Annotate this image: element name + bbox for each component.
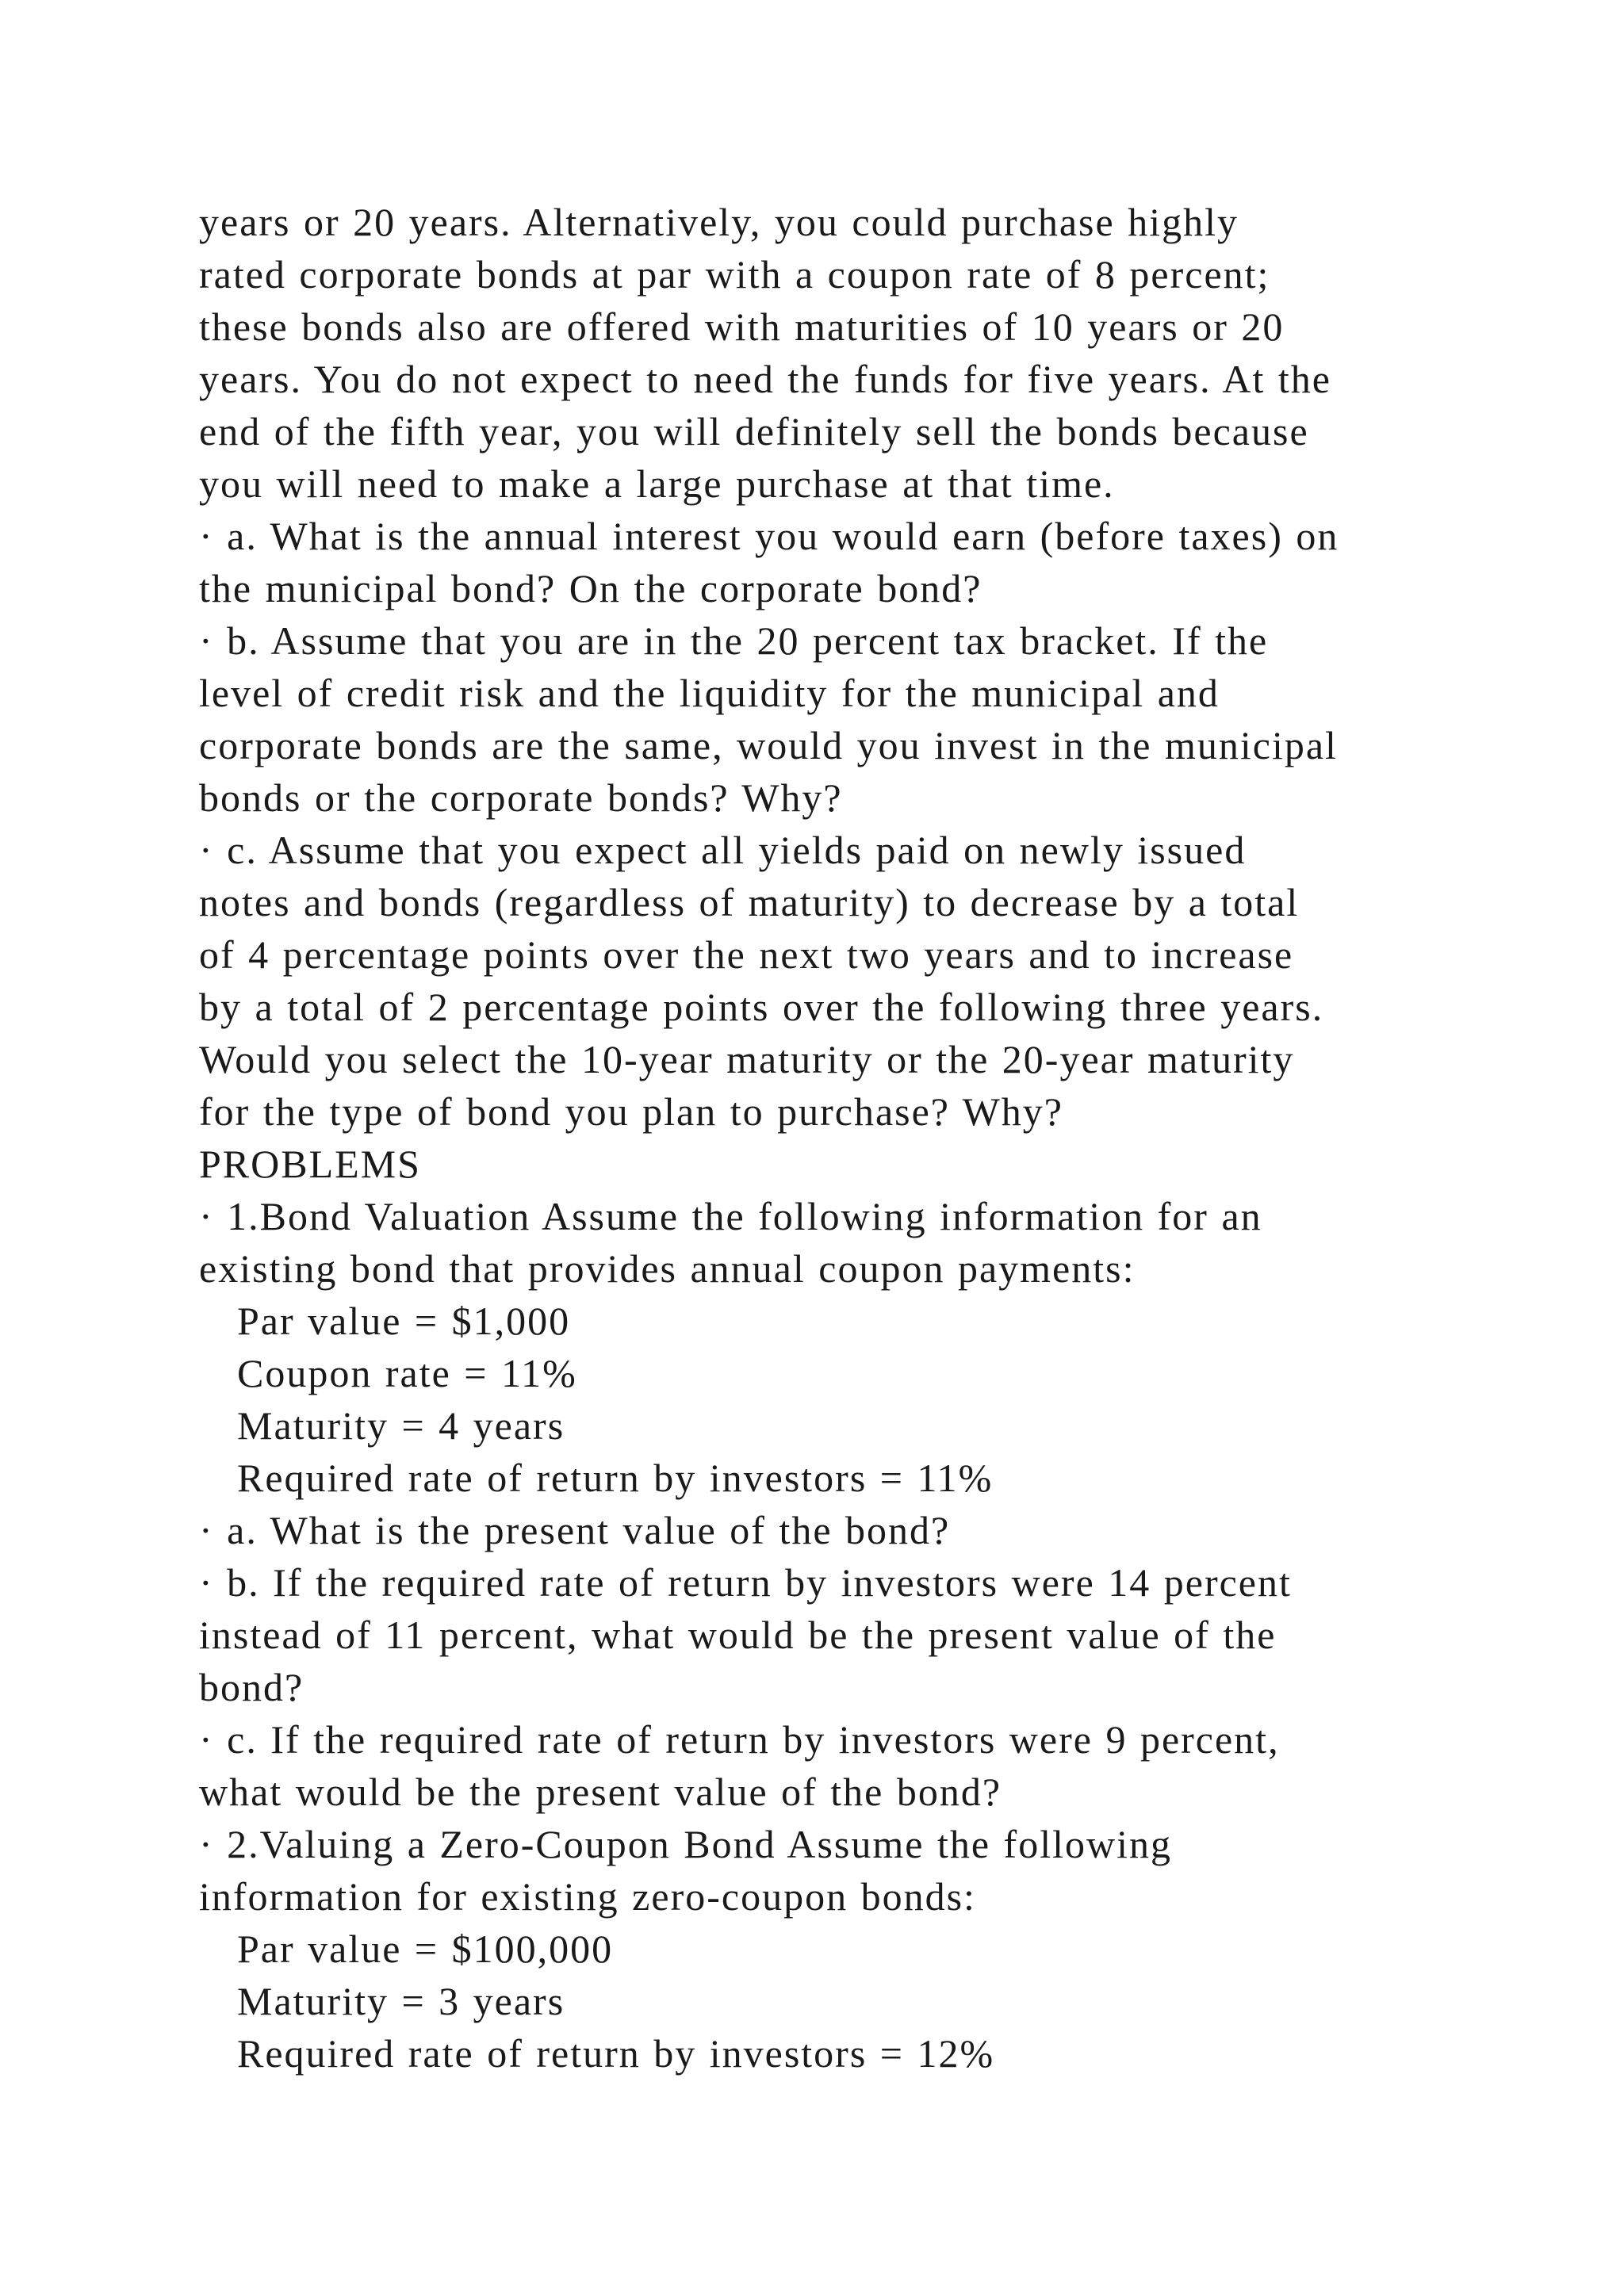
text-line: end of the fifth year, you will definitely sell the bonds because	[199, 409, 1309, 453]
text-line: what would be the present value of the bond?	[199, 1770, 1002, 1814]
text-line: Maturity = 4 years	[237, 1403, 565, 1448]
text-line: · a. What is the present value of the bond?	[199, 1508, 951, 1552]
text-line: rated corporate bonds at par with a coupon rate of 8 percent;	[199, 252, 1270, 297]
text-line: · 1.Bond Valuation Assume the following information for an	[199, 1194, 1262, 1238]
text-line: years. You do not expect to need the funds for five years. At the	[199, 357, 1331, 401]
text-line: instead of 11 percent, what would be the present value of the	[199, 1613, 1277, 1657]
text-line: the municipal bond? On the corporate bond?	[199, 566, 982, 610]
text-line: Par value = $100,000	[237, 1927, 614, 1971]
text-line: · c. If the required rate of return by investors were 9 percent,	[199, 1717, 1280, 1762]
text-line: corporate bonds are the same, would you invest in the municipal	[199, 723, 1338, 767]
text-line: · b. If the required rate of return by investors were 14 percent	[199, 1560, 1292, 1605]
text-line: Required rate of return by investors = 12%	[237, 2031, 995, 2076]
text-line: Would you select the 10-year maturity or the 20-year maturity	[199, 1037, 1295, 1081]
text-line: notes and bonds (regardless of maturity) to decrease by a total	[199, 880, 1300, 924]
text-line: of 4 percentage points over the next two years and to increase	[199, 932, 1294, 977]
text-line: you will need to make a large purchase at that time.	[199, 461, 1115, 506]
text-line: Coupon rate = 11%	[237, 1351, 577, 1395]
text-line: Par value = $1,000	[237, 1299, 571, 1343]
text-line: · a. What is the annual interest you would earn (before taxes) on	[199, 514, 1339, 558]
text-line: Required rate of return by investors = 11%	[237, 1456, 994, 1500]
text-line: these bonds also are offered with maturities of 10 years or 20	[199, 304, 1285, 349]
text-line: information for existing zero-coupon bonds:	[199, 1874, 976, 1919]
text-line: years or 20 years. Alternatively, you could purchase highly	[199, 200, 1239, 244]
text-line: bond?	[199, 1665, 304, 1709]
text-line: · 2.Valuing a Zero-Coupon Bond Assume the following	[199, 1822, 1172, 1866]
text-line: level of credit risk and the liquidity for the municipal and	[199, 671, 1220, 715]
text-line: · c. Assume that you expect all yields paid on newly issued	[199, 828, 1247, 872]
text-line: · b. Assume that you are in the 20 percent tax bracket. If the	[199, 618, 1269, 663]
text-line: bonds or the corporate bonds? Why?	[199, 775, 843, 820]
text-line: by a total of 2 percentage points over the following three years.	[199, 985, 1324, 1029]
text-line: existing bond that provides annual coupon payments:	[199, 1246, 1136, 1291]
text-line: for the type of bond you plan to purchase? Why?	[199, 1089, 1063, 1134]
text-line: Maturity = 3 years	[237, 1979, 565, 2023]
text-line: PROBLEMS	[199, 1142, 421, 1186]
document-body	[199, 196, 1595, 2080]
